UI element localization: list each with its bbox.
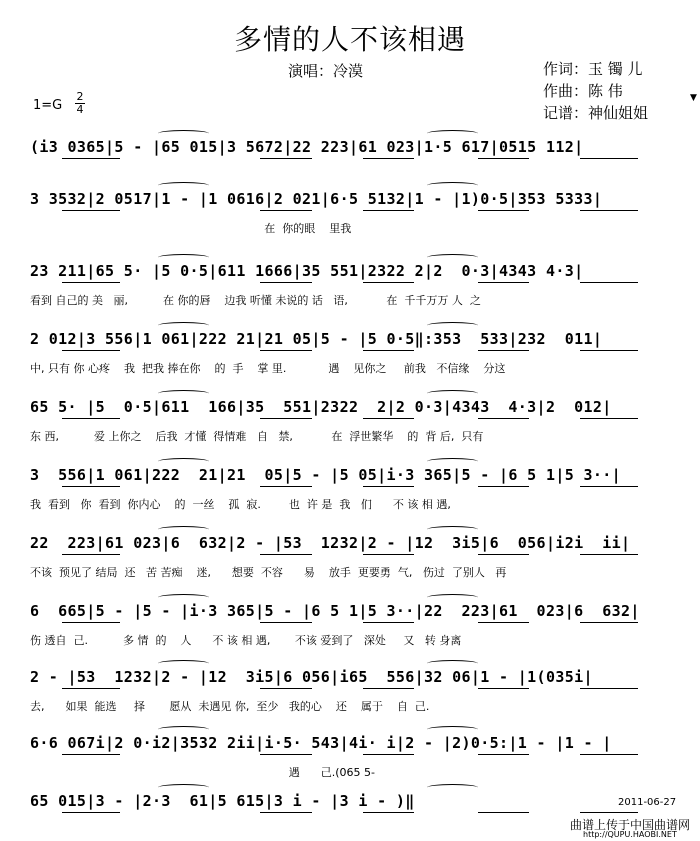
beam-line <box>62 158 120 159</box>
beam-line <box>260 282 311 283</box>
beam-line <box>62 418 120 419</box>
beam-line <box>62 282 120 283</box>
slur-arc <box>427 458 478 465</box>
beam-line <box>478 158 529 159</box>
beam-line <box>260 210 311 211</box>
beam-line <box>260 158 311 159</box>
slur-arc <box>158 254 209 261</box>
slur-arc <box>158 458 209 465</box>
slur-arc <box>427 254 478 261</box>
composer-credit: 作曲：陈 伟 <box>543 82 623 100</box>
beam-line <box>363 350 414 351</box>
slur-arc <box>427 390 478 397</box>
beam-line <box>580 210 638 211</box>
beam-line <box>478 554 529 555</box>
lyric-line: 中, 只有 你 心疼 我 把我 捧在你 的 手 掌 里. 遇 见你之 前我 不信缘 分这 <box>30 362 506 375</box>
beam-line <box>62 812 120 813</box>
down-triangle-icon: ▼ <box>690 93 697 103</box>
notation-line: 3 3532|2 0517|1 - |1 0616|2 021|6·5 5132|1 - |1)0·5|353 5333| <box>30 190 603 208</box>
beam-line <box>260 688 311 689</box>
lyric-line: 在 你的眼 里我 <box>30 222 352 235</box>
notation-line: 6 665|5 - |5 - |i·3 365|5 - |6 5 1|5 3··|22 223|61 023|6 632| <box>30 602 640 620</box>
beam-line <box>478 486 529 487</box>
beam-line <box>62 754 120 755</box>
beam-line <box>580 418 638 419</box>
song-title: 多情的人不该相遇 <box>233 23 466 56</box>
beam-line <box>363 754 414 755</box>
beam-line <box>580 350 638 351</box>
key-signature: 1=G <box>33 98 63 113</box>
singer-credit: 演唱：冷漠 <box>288 62 364 80</box>
slur-arc <box>427 182 478 189</box>
beam-line <box>580 158 638 159</box>
beam-line <box>580 754 638 755</box>
lyric-line: 遇 己.(065 5- <box>30 766 375 779</box>
slur-arc <box>158 182 209 189</box>
slur-arc <box>427 526 478 533</box>
transcription-date: 2011-06-27 <box>618 797 677 808</box>
beam-line <box>580 812 638 813</box>
beam-line <box>260 754 311 755</box>
beam-line <box>62 622 120 623</box>
beam-line <box>478 688 529 689</box>
beam-line <box>478 418 529 419</box>
beam-line <box>62 486 120 487</box>
slur-arc <box>427 660 478 667</box>
slur-arc <box>158 322 209 329</box>
slur-arc <box>158 784 209 791</box>
transcriber-credit: 记谱：神仙姐姐 <box>543 104 649 122</box>
lyricist-credit: 作词：玉 镯 儿 <box>543 60 643 78</box>
beam-line <box>363 418 414 419</box>
beam-line <box>478 754 529 755</box>
notation-line: 65 015|3 - |2·3 61|5 615|3 i - |3 i - )‖ <box>30 792 415 810</box>
beam-line <box>363 486 414 487</box>
beam-line <box>363 622 414 623</box>
slur-arc <box>158 390 209 397</box>
slur-arc <box>427 594 478 601</box>
beam-line <box>478 210 529 211</box>
lyric-line: 看到 自己的 美 丽, 在 你的唇 边我 听懂 未说的 话 语, 在 千千万万 人 之 <box>30 294 481 307</box>
notation-line: 22 223|61 023|6 632|2 - |53 1232|2 - |12 3i5|6 056|i2i ii| <box>30 534 631 552</box>
slur-arc <box>427 784 478 791</box>
beam-line <box>62 210 120 211</box>
lyric-line: 不该 预见了 结局 还 苦 苦痴 迷, 想要 不容 易 放手 更要勇 气, 伤过 了别人 再 <box>30 566 507 579</box>
slur-arc <box>158 526 209 533</box>
beam-line <box>580 554 638 555</box>
beam-line <box>363 812 414 813</box>
slur-arc <box>427 726 478 733</box>
notation-line: 2 012|3 556|1 061|222 21|21 05|5 - |5 0·5‖:353 533|232 011| <box>30 330 603 348</box>
slur-arc <box>158 594 209 601</box>
slur-arc <box>158 726 209 733</box>
lyric-line: 我 看到 你 看到 你内心 的 一丝 孤 寂. 也 许 是 我 们 不 该 相 遇, <box>30 498 451 511</box>
notation-line: 3 556|1 061|222 21|21 05|5 - |5 05|i·3 365|5 - |6 5 1|5 3··| <box>30 466 621 484</box>
beam-line <box>260 622 311 623</box>
beam-line <box>580 282 638 283</box>
beam-line <box>363 688 414 689</box>
beam-line <box>260 350 311 351</box>
beam-line <box>260 812 311 813</box>
beam-line <box>478 812 529 813</box>
watermark-site-url: http://QUPU.HAOBI.NET <box>583 830 677 839</box>
watermark-site-name: 曲谱上传于中国曲谱网 <box>570 818 691 832</box>
notation-line: 23 211|65 5· |5 0·5|611 1666|35 551|2322 2|2 0·3|4343 4·3| <box>30 262 584 280</box>
beam-line <box>62 350 120 351</box>
notation-line: 2 - |53 1232|2 - |12 3i5|6 056|i65 556|32 06|1 - |1(035i| <box>30 668 593 686</box>
beam-line <box>363 158 414 159</box>
time-denominator: 4 <box>76 103 84 116</box>
beam-line <box>363 210 414 211</box>
lyric-line: 东 西, 爱 上你之 后我 才懂 得情难 自 禁, 在 浮世繁华 的 背 后, 只有 <box>30 430 484 443</box>
beam-line <box>478 350 529 351</box>
beam-line <box>62 688 120 689</box>
beam-line <box>260 418 311 419</box>
beam-line <box>580 688 638 689</box>
beam-line <box>363 282 414 283</box>
beam-line <box>62 554 120 555</box>
notation-line: (i3 0365|5 - |65 015|3 5672|22 223|61 023|1·5 617|0515 112| <box>30 138 584 156</box>
notation-line: 6·6 067i|2 0·i2|3532 2ii|i·5· 543|4i· i|2 - |2)0·5:|1 - |1 - | <box>30 734 612 752</box>
beam-line <box>478 622 529 623</box>
beam-line <box>260 486 311 487</box>
beam-line <box>363 554 414 555</box>
slur-arc <box>427 130 478 137</box>
time-numerator: 2 <box>76 90 84 103</box>
lyric-line: 伤 透自 己. 多 情 的 人 不 该 相 遇, 不该 爱到了 深处 又 转 身离 <box>30 634 462 647</box>
time-signature <box>75 92 85 115</box>
beam-line <box>478 282 529 283</box>
notation-line: 65 5· |5 0·5|611 166|35 551|2322 2|2 0·3|4343 4·3|2 012| <box>30 398 612 416</box>
beam-line <box>580 486 638 487</box>
lyric-line: 去, 如果 能选 择 愿从 未遇见 你, 至少 我的心 还 属于 自 己. <box>30 700 430 713</box>
slur-arc <box>158 130 209 137</box>
credits-block <box>543 58 648 124</box>
slur-arc <box>158 660 209 667</box>
slur-arc <box>427 322 478 329</box>
beam-line <box>580 622 638 623</box>
beam-line <box>260 554 311 555</box>
